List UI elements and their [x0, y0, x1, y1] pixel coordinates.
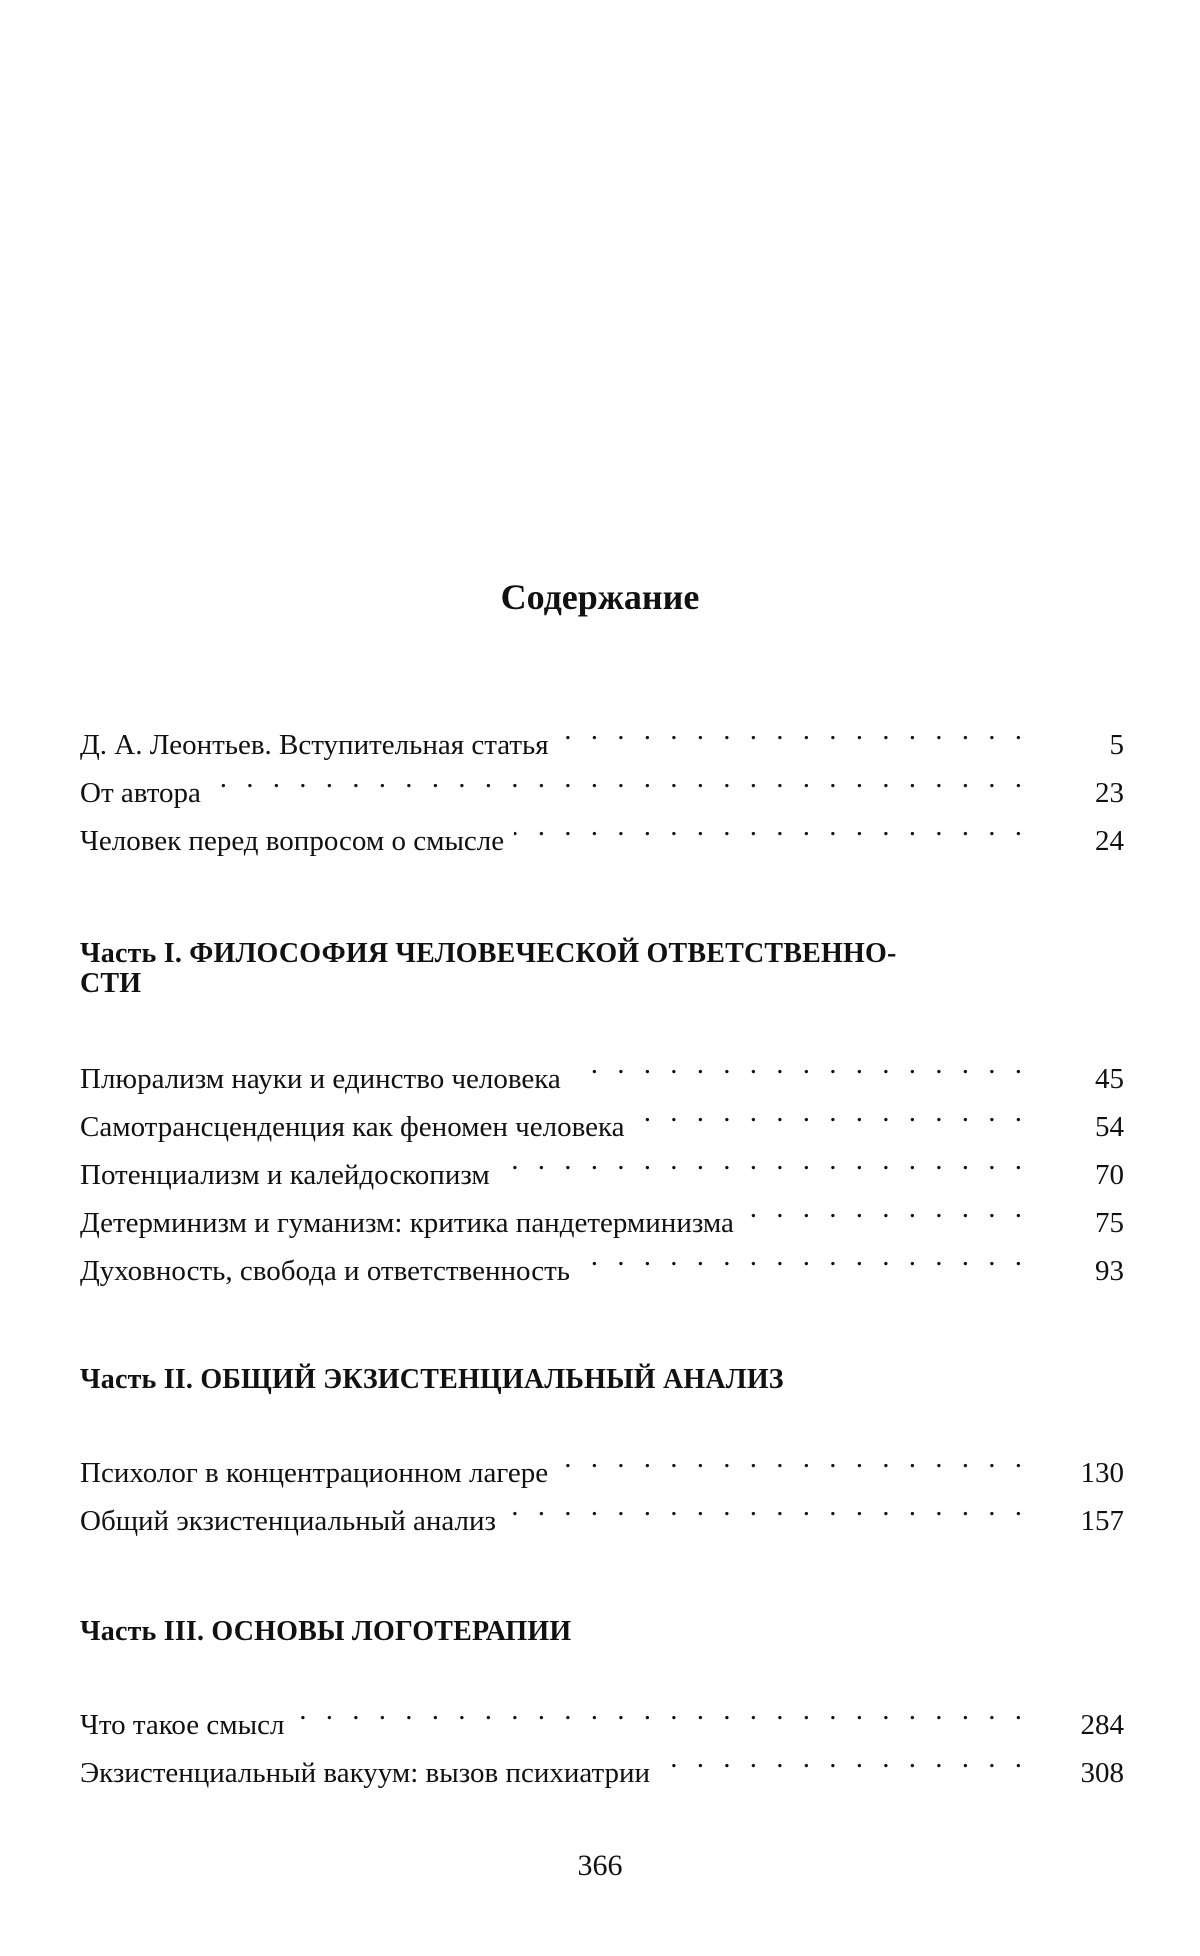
- toc-leader-dots: [635, 1088, 1029, 1136]
- toc-leader-dots: [211, 754, 1028, 802]
- toc-entry-page: 23: [1095, 777, 1124, 809]
- toc-entry-label: Детерминизм и гуманизм: критика пандетерминизма: [80, 1207, 734, 1239]
- toc-entry: [80, 1088, 1124, 1143]
- toc-leader-dots: [506, 1482, 1028, 1530]
- part-heading-3: [80, 1617, 1040, 1647]
- toc-intro-section: [80, 706, 1124, 857]
- toc-entry-page: 93: [1095, 1255, 1124, 1287]
- toc-entry-label: Человек перед вопросом о смысле: [80, 825, 505, 857]
- toc-entry: [80, 1232, 1124, 1287]
- toc-leader-dots: [660, 1734, 1028, 1782]
- toc-entry-label: Психолог в концентрационном лагере: [80, 1457, 549, 1489]
- toc-entry: [80, 706, 1124, 761]
- toc-leader-dots: [294, 1686, 1028, 1734]
- toc-entry: [80, 754, 1124, 809]
- toc-entry-label: От автора: [80, 777, 201, 809]
- part-heading-line: Часть II. ОБЩИЙ ЭКЗИСТЕНЦИАЛЬНЫЙ АНАЛИЗ: [80, 1364, 784, 1395]
- toc-entry: [80, 802, 1124, 857]
- toc-entry: [80, 1040, 1124, 1095]
- toc-leader-dots: [559, 706, 1028, 754]
- part-heading-2: [80, 1365, 1040, 1395]
- toc-part-2-section: [80, 1434, 1124, 1537]
- toc-entry-page: 45: [1095, 1063, 1124, 1095]
- toc-entry: [80, 1434, 1124, 1489]
- toc-entry-page: 157: [1080, 1505, 1124, 1537]
- toc-leader-dots: [580, 1232, 1028, 1280]
- toc-part-3-section: [80, 1686, 1124, 1789]
- toc-entry-label: Потенциализм и калейдоскопизм: [80, 1159, 490, 1191]
- toc-leader-dots: [744, 1184, 1028, 1232]
- toc-entry-page: 54: [1095, 1111, 1124, 1143]
- toc-entry-label: Самотрансценденция как феномен человека: [80, 1111, 625, 1143]
- part-heading-1: [80, 939, 1040, 999]
- toc-entry: [80, 1686, 1124, 1741]
- toc-entry-label: Что такое смысл: [80, 1709, 285, 1741]
- toc-part-1-section: [80, 1040, 1124, 1287]
- toc-entry-page: 75: [1095, 1207, 1124, 1239]
- toc-leader-dots: [514, 802, 1028, 850]
- toc-entry: [80, 1482, 1124, 1537]
- toc-leader-dots: [500, 1136, 1028, 1184]
- toc-entry: [80, 1184, 1124, 1239]
- part-heading-line: Часть III. ОСНОВЫ ЛОГОТЕРАПИИ: [80, 1616, 572, 1647]
- part-heading-line: Часть I. ФИЛОСОФИЯ ЧЕЛОВЕЧЕСКОЙ ОТВЕТСТВЕННО-: [80, 938, 897, 969]
- page-title: Содержание: [500, 577, 700, 617]
- toc-entry-label: Плюрализм науки и единство человека: [80, 1063, 561, 1095]
- toc-leader-dots: [571, 1040, 1028, 1088]
- toc-leader-dots: [558, 1434, 1028, 1482]
- toc-entry-page: 70: [1095, 1159, 1124, 1191]
- toc-entry: [80, 1136, 1124, 1191]
- part-heading-line: СТИ: [80, 968, 142, 999]
- toc-entry-label: Общий экзистенциальный анализ: [80, 1505, 496, 1537]
- toc-entry-label: Духовность, свобода и ответственность: [80, 1255, 570, 1287]
- page-number: 366: [577, 1849, 623, 1882]
- toc-entry-page: 284: [1080, 1709, 1124, 1741]
- toc-entry-label: Экзистенциальный вакуум: вызов психиатрии: [80, 1757, 651, 1789]
- toc-entry-page: 308: [1080, 1757, 1124, 1789]
- toc-entry-page: 5: [1109, 729, 1124, 761]
- toc-entry-page: 130: [1080, 1457, 1124, 1489]
- toc-entry-label: Д. А. Леонтьев. Вступительная статья: [80, 729, 549, 761]
- toc-entry: [80, 1734, 1124, 1789]
- toc-entry-page: 24: [1095, 825, 1124, 857]
